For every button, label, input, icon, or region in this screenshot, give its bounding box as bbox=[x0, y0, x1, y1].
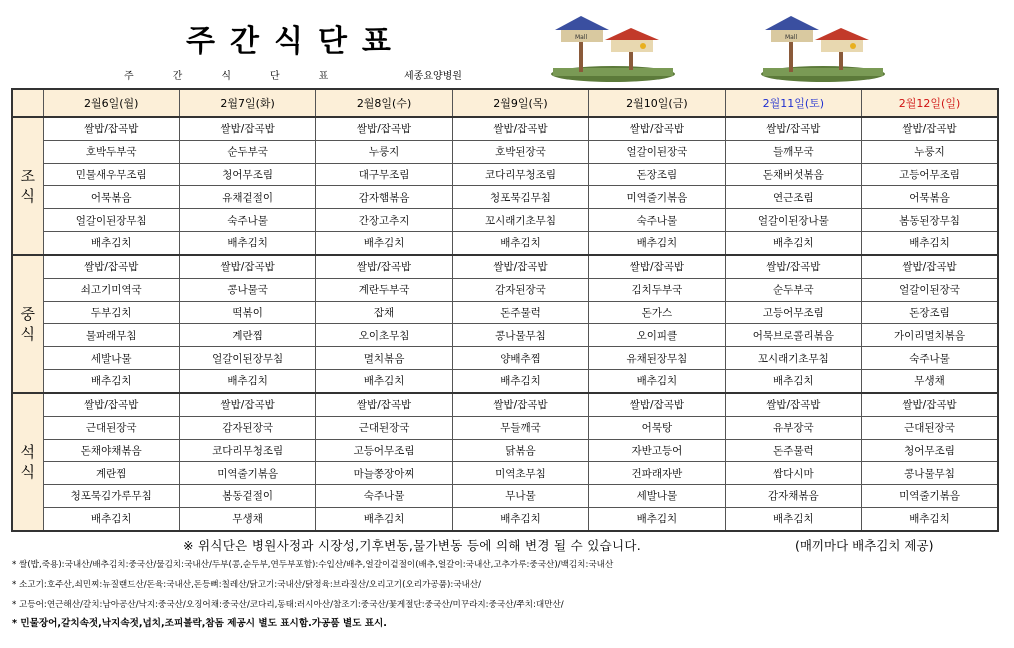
menu-cell: 근대된장국 bbox=[316, 416, 452, 439]
menu-row bbox=[12, 462, 998, 485]
menu-cell: 배추김치 bbox=[316, 369, 452, 392]
menu-cell: 청포묵김무침 bbox=[452, 186, 588, 209]
menu-cell: 건파래자반 bbox=[589, 462, 725, 485]
menu-row bbox=[12, 369, 998, 392]
menu-cell: 배추김치 bbox=[43, 369, 179, 392]
origin-note-1: * 쌀(밥,죽용):국내산/배추김치:중국산/물김치:국내산/두부(콩,순두부,연두부포함):수입산/배추,얼갈이겉절이(배추,얼갈이:국내산,고추가루:중국산)/백김치:국내산 bbox=[12, 560, 614, 570]
menu-cell: 코다리무청조림 bbox=[452, 163, 588, 186]
menu-cell: 쌀밥/잡곡밥 bbox=[179, 255, 315, 278]
menu-cell: 쌀밥/잡곡밥 bbox=[452, 393, 588, 416]
corner-cell bbox=[12, 89, 43, 117]
menu-cell: 배추김치 bbox=[725, 507, 861, 531]
menu-cell: 배추김치 bbox=[316, 507, 452, 531]
day-header-wed: 2월8일(수) bbox=[316, 89, 452, 117]
menu-cell: 두부김치 bbox=[43, 301, 179, 324]
menu-cell: 근대된장국 bbox=[862, 416, 998, 439]
menu-cell: 콩나물무침 bbox=[452, 324, 588, 347]
menu-cell: 닭볶음 bbox=[452, 439, 588, 462]
menu-cell: 콩나물국 bbox=[179, 278, 315, 301]
menu-row bbox=[12, 209, 998, 232]
menu-cell: 쌈다시마 bbox=[725, 462, 861, 485]
menu-cell: 숙주나물 bbox=[862, 347, 998, 370]
menu-row bbox=[12, 186, 998, 209]
menu-cell: 가이리멸치볶음 bbox=[862, 324, 998, 347]
page-subtitle: 주간식단표 bbox=[124, 71, 368, 82]
menu-row bbox=[12, 231, 998, 254]
origin-note-3: * 고등어:연근해산/갈치:남아공산/낙지:중국산/오징어채:중국산/코다리,동태:러시아산/참조기:중국산/꽃게절단:중국산/미꾸라지:중국산/쭈치:대만산/ bbox=[12, 600, 564, 610]
menu-cell: 누룽지 bbox=[316, 140, 452, 163]
menu-cell: 호박된장국 bbox=[452, 140, 588, 163]
menu-cell: 고등어무조림 bbox=[862, 163, 998, 186]
day-header-sun: 2월12일(일) bbox=[862, 89, 998, 117]
menu-cell: 어묵탕 bbox=[589, 416, 725, 439]
menu-row bbox=[12, 255, 998, 278]
menu-row bbox=[12, 117, 998, 140]
menu-cell: 숙주나물 bbox=[589, 209, 725, 232]
menu-cell: 김치두부국 bbox=[589, 278, 725, 301]
origin-note-2: * 소고기:호주산,쇠민찌:뉴질랜드산/돈육:국내산,돈등뼈:칠레산/닭고기:국내산/닭정육:브라질산/오리고기(오리가공품):국내산/ bbox=[12, 580, 482, 590]
menu-cell: 쌀밥/잡곡밥 bbox=[589, 255, 725, 278]
day-header-tue: 2월7일(화) bbox=[179, 89, 315, 117]
day-header-fri: 2월10일(금) bbox=[589, 89, 725, 117]
meal-label-char: 식 bbox=[20, 186, 35, 205]
menu-cell: 쌀밥/잡곡밥 bbox=[725, 255, 861, 278]
menu-cell: 돈장조림 bbox=[862, 301, 998, 324]
menu-cell: 돈채야채볶음 bbox=[43, 439, 179, 462]
menu-row bbox=[12, 507, 998, 531]
menu-cell: 유채겉절이 bbox=[179, 186, 315, 209]
menu-cell: 오이피클 bbox=[589, 324, 725, 347]
menu-row bbox=[12, 278, 998, 301]
mail-sign-text: Mall bbox=[785, 34, 798, 41]
menu-cell: 감자채볶음 bbox=[725, 485, 861, 508]
menu-row bbox=[12, 393, 998, 416]
menu-cell: 쌀밥/잡곡밥 bbox=[316, 117, 452, 140]
menu-row bbox=[12, 324, 998, 347]
menu-cell: 청어무조림 bbox=[179, 163, 315, 186]
menu-cell: 배추김치 bbox=[179, 231, 315, 254]
menu-cell: 물파래무침 bbox=[43, 324, 179, 347]
menu-cell: 쌀밥/잡곡밥 bbox=[862, 117, 998, 140]
origin-note-4: * 민물장어,갈치속젓,낙지속젓,넙치,조피볼락,참돔 제공시 별도 표시함.가공품 별도 표시. bbox=[12, 618, 387, 629]
menu-cell: 잡채 bbox=[316, 301, 452, 324]
menu-cell: 돈장조림 bbox=[589, 163, 725, 186]
mail-sign-text: Mall bbox=[575, 34, 588, 41]
menu-cell: 숙주나물 bbox=[316, 485, 452, 508]
menu-cell: 무나물 bbox=[452, 485, 588, 508]
meal-label-char: 중 bbox=[20, 304, 35, 323]
menu-cell: 호박두부국 bbox=[43, 140, 179, 163]
menu-cell: 배추김치 bbox=[452, 507, 588, 531]
menu-cell: 돈주물럭 bbox=[725, 439, 861, 462]
menu-cell: 순두부국 bbox=[179, 140, 315, 163]
meal-label bbox=[12, 255, 43, 393]
menu-cell: 계란찜 bbox=[43, 462, 179, 485]
menu-row bbox=[12, 416, 998, 439]
menu-cell: 자반고등어 bbox=[589, 439, 725, 462]
menu-cell: 콩나물무침 bbox=[862, 462, 998, 485]
menu-row bbox=[12, 347, 998, 370]
menu-cell: 감자햄볶음 bbox=[316, 186, 452, 209]
menu-cell: 쌀밥/잡곡밥 bbox=[316, 255, 452, 278]
day-header-row bbox=[12, 89, 998, 117]
menu-cell: 꼬시래기초무침 bbox=[725, 347, 861, 370]
menu-cell: 배추김치 bbox=[452, 369, 588, 392]
meal-label bbox=[12, 117, 43, 255]
menu-cell: 배추김치 bbox=[179, 369, 315, 392]
menu-cell: 미역초무침 bbox=[452, 462, 588, 485]
menu-cell: 미역줄기볶음 bbox=[179, 462, 315, 485]
menu-cell: 얼갈이된장나물 bbox=[725, 209, 861, 232]
menu-cell: 쌀밥/잡곡밥 bbox=[589, 117, 725, 140]
menu-cell: 양배추찜 bbox=[452, 347, 588, 370]
menu-cell: 누룽지 bbox=[862, 140, 998, 163]
menu-cell: 들깨무국 bbox=[725, 140, 861, 163]
menu-cell: 감자된장국 bbox=[452, 278, 588, 301]
menu-cell: 연근조림 bbox=[725, 186, 861, 209]
menu-cell: 청포묵김가루무침 bbox=[43, 485, 179, 508]
menu-cell: 쌀밥/잡곡밥 bbox=[725, 393, 861, 416]
meal-label bbox=[12, 393, 43, 531]
menu-cell: 미역줄기볶음 bbox=[589, 186, 725, 209]
menu-cell: 순두부국 bbox=[725, 278, 861, 301]
menu-cell: 대구무조림 bbox=[316, 163, 452, 186]
menu-cell: 쌀밥/잡곡밥 bbox=[43, 393, 179, 416]
menu-cell: 배추김치 bbox=[589, 369, 725, 392]
menu-cell: 쌀밥/잡곡밥 bbox=[862, 255, 998, 278]
menu-cell: 쌀밥/잡곡밥 bbox=[452, 117, 588, 140]
menu-cell: 멸치볶음 bbox=[316, 347, 452, 370]
menu-cell: 고등어무조림 bbox=[725, 301, 861, 324]
menu-cell: 어묵볶음 bbox=[43, 186, 179, 209]
kimchi-note: (매끼마다 배추김치 제공) bbox=[795, 538, 934, 553]
menu-row bbox=[12, 163, 998, 186]
menu-cell: 얼갈이된장국 bbox=[589, 140, 725, 163]
menu-cell: 쌀밥/잡곡밥 bbox=[589, 393, 725, 416]
menu-cell: 어묵브로콜리볶음 bbox=[725, 324, 861, 347]
menu-cell: 배추김치 bbox=[862, 231, 998, 254]
menu-row bbox=[12, 485, 998, 508]
menu-cell: 배추김치 bbox=[43, 507, 179, 531]
menu-cell: 계란두부국 bbox=[316, 278, 452, 301]
hospital-name: 세종요양병원 bbox=[404, 71, 462, 82]
menu-cell: 봄동겉절이 bbox=[179, 485, 315, 508]
mailbox-house-illustration bbox=[757, 12, 889, 82]
menu-cell: 계란찜 bbox=[179, 324, 315, 347]
menu-cell: 꼬시래기초무침 bbox=[452, 209, 588, 232]
menu-cell: 쌀밥/잡곡밥 bbox=[725, 117, 861, 140]
menu-cell: 쌀밥/잡곡밥 bbox=[43, 117, 179, 140]
menu-cell: 배추김치 bbox=[316, 231, 452, 254]
page-title: 주간식단표 bbox=[186, 24, 406, 59]
day-header-thu: 2월9일(목) bbox=[452, 89, 588, 117]
menu-row bbox=[12, 439, 998, 462]
day-header-sat: 2월11일(토) bbox=[725, 89, 861, 117]
menu-cell: 배추김치 bbox=[43, 231, 179, 254]
menu-cell: 돈주물럭 bbox=[452, 301, 588, 324]
menu-cell: 쌀밥/잡곡밥 bbox=[452, 255, 588, 278]
menu-cell: 돈가스 bbox=[589, 301, 725, 324]
menu-cell: 쌀밥/잡곡밥 bbox=[179, 117, 315, 140]
menu-cell: 얼갈이된장국 bbox=[862, 278, 998, 301]
day-header-mon: 2월6일(월) bbox=[43, 89, 179, 117]
menu-cell: 미역줄기볶음 bbox=[862, 485, 998, 508]
menu-cell: 근대된장국 bbox=[43, 416, 179, 439]
menu-cell: 배추김치 bbox=[589, 231, 725, 254]
menu-cell: 돈채버섯볶음 bbox=[725, 163, 861, 186]
menu-cell: 얼갈이된장무침 bbox=[43, 209, 179, 232]
menu-cell: 숙주나물 bbox=[179, 209, 315, 232]
meal-label-char: 석 bbox=[20, 442, 35, 461]
meal-label-char: 식 bbox=[20, 324, 35, 343]
menu-cell: 오이초무침 bbox=[316, 324, 452, 347]
menu-cell: 어묵볶음 bbox=[862, 186, 998, 209]
menu-cell: 쇠고기미역국 bbox=[43, 278, 179, 301]
menu-change-notice: ※ 위식단은 병원사정과 시장성,기후변동,물가변동 등에 의해 변경 될 수 있습니다. bbox=[183, 538, 642, 553]
menu-cell: 쌀밥/잡곡밥 bbox=[43, 255, 179, 278]
menu-cell: 배추김치 bbox=[589, 507, 725, 531]
menu-cell: 봄동된장무침 bbox=[862, 209, 998, 232]
menu-cell: 쌀밥/잡곡밥 bbox=[316, 393, 452, 416]
menu-cell: 얼갈이된장무침 bbox=[179, 347, 315, 370]
menu-cell: 간장고추지 bbox=[316, 209, 452, 232]
menu-cell: 무생채 bbox=[862, 369, 998, 392]
menu-cell: 세발나물 bbox=[43, 347, 179, 370]
menu-cell: 배추김치 bbox=[725, 231, 861, 254]
menu-cell: 떡볶이 bbox=[179, 301, 315, 324]
meal-label-char: 식 bbox=[20, 462, 35, 481]
menu-row bbox=[12, 301, 998, 324]
menu-cell: 유채된장무침 bbox=[589, 347, 725, 370]
menu-cell: 고등어무조림 bbox=[316, 439, 452, 462]
menu-cell: 유부장국 bbox=[725, 416, 861, 439]
menu-cell: 마늘쫑장아찌 bbox=[316, 462, 452, 485]
menu-cell: 코다리무청조림 bbox=[179, 439, 315, 462]
mailbox-house-illustration bbox=[547, 12, 679, 82]
menu-cell: 민물새우무조림 bbox=[43, 163, 179, 186]
menu-cell: 배추김치 bbox=[452, 231, 588, 254]
meal-label-char: 조 bbox=[20, 166, 35, 185]
menu-row bbox=[12, 140, 998, 163]
menu-cell: 감자된장국 bbox=[179, 416, 315, 439]
menu-cell: 쌀밥/잡곡밥 bbox=[179, 393, 315, 416]
menu-cell: 쌀밥/잡곡밥 bbox=[862, 393, 998, 416]
weekly-menu-table bbox=[11, 88, 999, 532]
menu-cell: 배추김치 bbox=[725, 369, 861, 392]
menu-cell: 무들깨국 bbox=[452, 416, 588, 439]
menu-cell: 세발나물 bbox=[589, 485, 725, 508]
menu-cell: 배추김치 bbox=[862, 507, 998, 531]
menu-cell: 무생채 bbox=[179, 507, 315, 531]
menu-cell: 청어무조림 bbox=[862, 439, 998, 462]
